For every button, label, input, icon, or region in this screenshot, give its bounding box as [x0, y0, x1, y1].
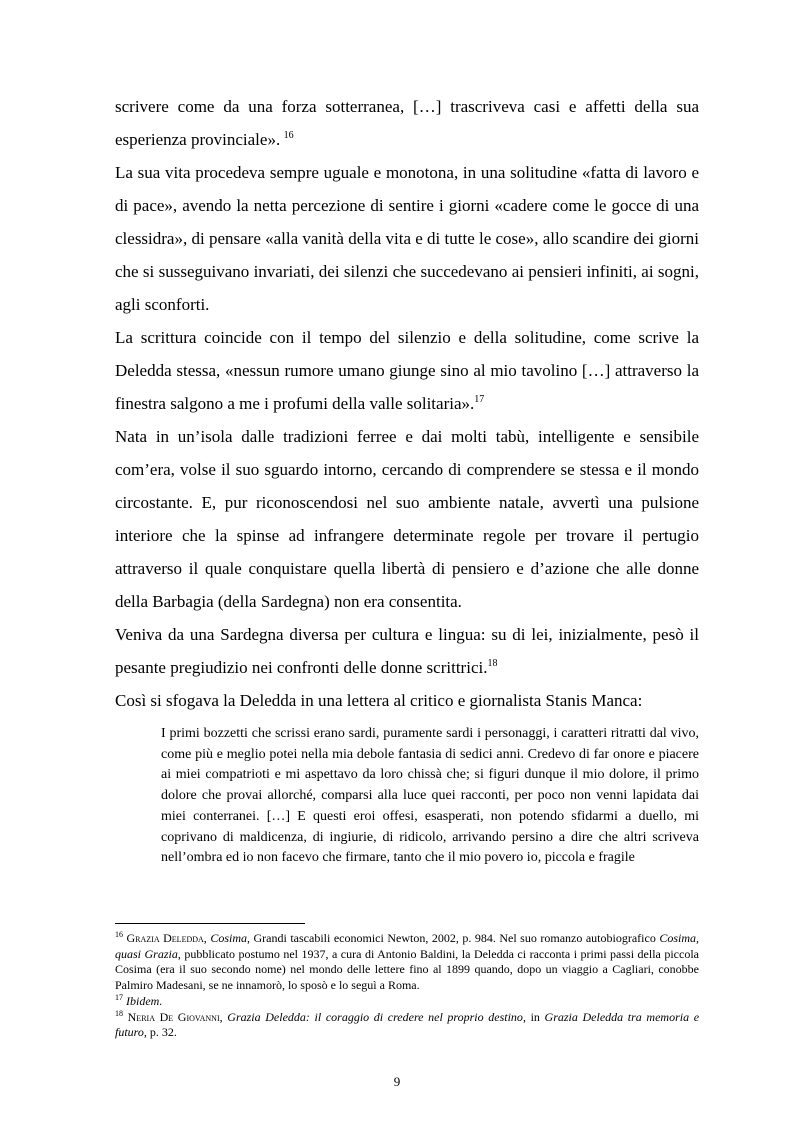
footnote-ref-17[interactable]: 17 — [474, 394, 485, 405]
paragraph-4: Nata in un’isola dalle tradizioni ferree e dai molti tabù, intelligente e sensibile com’era, volse il suo sguardo intorno, cercando di comprendere se stessa e il mondo circostante. E, pur riconoscendosi nel suo ambiente natale, avvertì una pulsione interiore che la spinse ad infrangere determinate regole per trovare il pertugio attraverso il quale conquistare quella libertà di pensiero e d’azione che alle donne della Barbagia (della Sardegna) non era consentita. — [115, 427, 699, 611]
footnote-number: 16 — [115, 930, 123, 939]
page-number: 9 — [393, 1074, 401, 1089]
footnote-work-title: Grazia Deledda tra memoria e futuro — [115, 1009, 700, 1040]
block-quote-text: I primi bozzetti che scrissi erano sardi, puramente sardi i personaggi, i caratteri ritratti dal vivo, come più e meglio potei nella mia debole fantasia di sedici anni. Credevo di far onore e piacere ai miei compatrioti e mi aspettavo da loro chissà che; si figuri dunque il mio dolore, il primo dolore che provai allorché, comparsi alla luce quei racconti, per poco non venni lapidata dai miei conterranei. […] E questi eroi offesi, esasperati, non potendo sfidarmi a duello, mi coprivano di maldicenza, di ingiurie, di ridicolo, arrivando persino a dire che altri scriveva nell’ombra ed io non facevo che firmare, tanto che il mio povero io, piccola e fragile — [161, 726, 699, 866]
paragraph-3: La scrittura coincide con il tempo del silenzio e della solitudine, come scrive la Deledda stessa, «nessun rumore umano giunge sino al mio tavolino […] attraverso la finestra salgono a me i profumi della valle solitaria».$^{17}$ — [115, 328, 699, 413]
block-quote — [161, 724, 699, 869]
footnote-work-title: Ibidem. — [126, 993, 163, 1008]
footnote-ref-18[interactable]: 18 — [487, 658, 498, 669]
footnote-18: $^{18}$ Neria De Giovanni, Grazia Deledda: il coraggio di credere nel proprio destino, in Grazia Deledda tra memoria e futuro, p. 32. — [115, 1008, 700, 1040]
main-text — [115, 90, 699, 717]
paragraph-6: Così si sfogava la Deledda in una lettera al critico e giornalista Stanis Manca: — [115, 691, 643, 710]
footnote-ref-16[interactable]: 16 — [283, 130, 294, 141]
footnote-17 — [115, 994, 699, 1010]
footnotes — [115, 931, 699, 1041]
footnote-author: Neria De Giovanni — [127, 1009, 220, 1024]
footnote-work-title: Cosima — [210, 931, 247, 945]
footnote-number: 17 — [115, 992, 123, 1002]
footnote-separator — [115, 923, 305, 924]
paragraph-5: Veniva da una Sardegna diversa per cultura e lingua: su di lei, inizialmente, pesò il pesante pregiudizio nei confronti delle donne scrittrici.$^{18}$ — [115, 625, 699, 677]
footnote-author: Grazia Deledda — [126, 931, 204, 945]
paragraph-1: scrivere come da una forza sotterranea, […] trascriveva casi e affetti della sua esperienza provinciale». $^{16}$ — [115, 97, 699, 149]
footnote-work-title: Cosima, quasi Grazia — [115, 931, 700, 961]
paragraph-2: La sua vita procedeva sempre uguale e monotona, in una solitudine «fatta di lavoro e di pace», avendo la netta percezione di sentire i giorni «cadere come le gocce di una clessidra», di pensare «alla vanità della vita e di tutte le cose», allo scandire dei giorni che si susseguivano invariati, dei silenzi che succedevano ai pensieri infiniti, ai sogni, agli sconforti. — [115, 163, 699, 314]
footnote-number: 18 — [115, 1008, 123, 1018]
footnote-work-title: Grazia Deledda: il coraggio di credere nel proprio destino — [227, 1009, 523, 1024]
footnote-16: $^{16}$ Grazia Deledda, Cosima, Grandi tascabili economici Newton, 2002, p. 984. Nel suo romanzo autobiografico Cosima, quasi Grazia, pubblicato postumo nel 1937, a cura di Antonio Baldini, la Deledda ci racconta i primi passi della piccola Cosima (era il suo secondo nome) nel mondo delle lettere fino al 1899 quando, dopo un viaggio a Cagliari, conobbe Palmiro Madesani, se ne innamorò, lo sposò e lo seguì a Roma. — [115, 930, 700, 993]
